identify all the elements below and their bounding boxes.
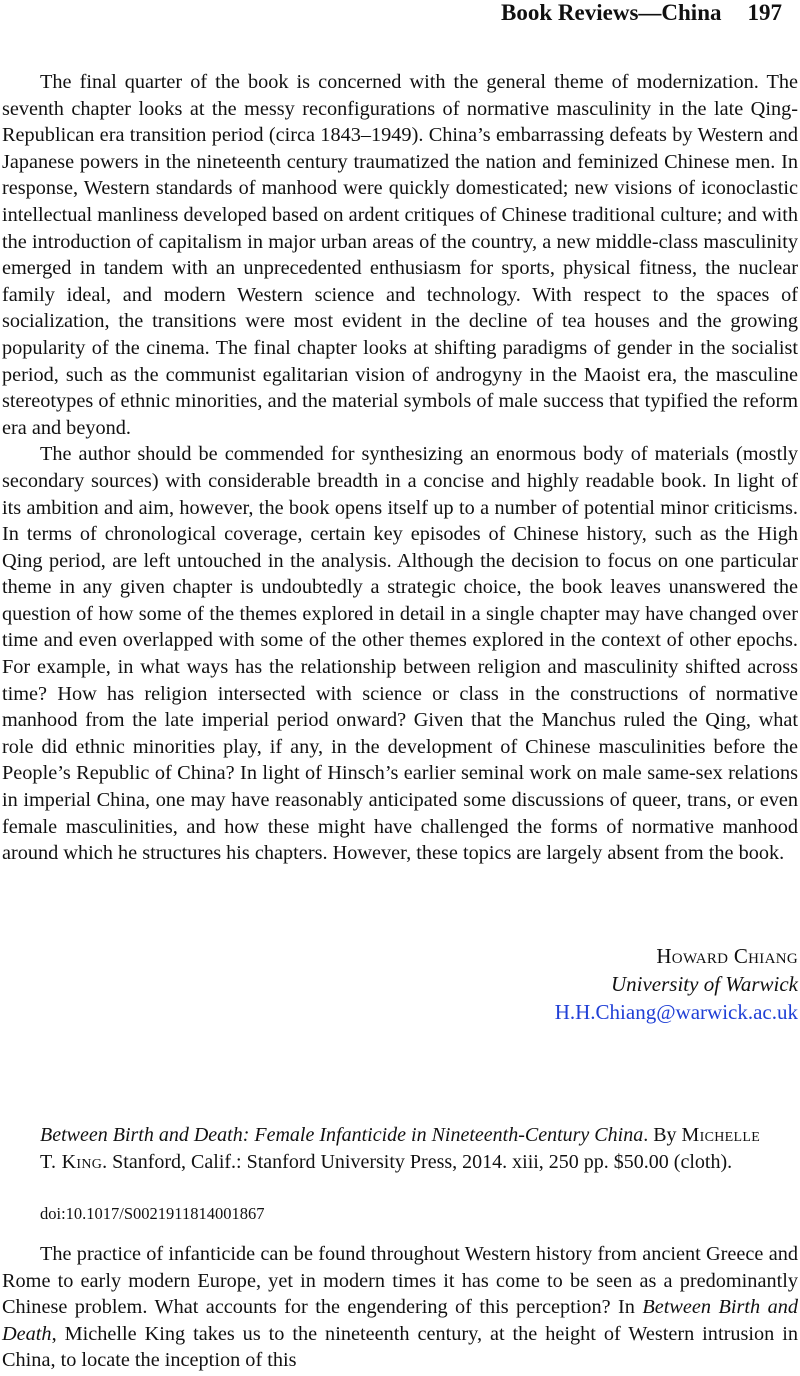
- running-head: [501, 0, 782, 26]
- running-head-title: Book Reviews—China: [501, 0, 722, 25]
- reviewer-name: Howard Chiang: [656, 944, 798, 968]
- review-paragraph-2: The author should be commended for synthesizing an enormous body of materials (mostly secondary sources) with considerable breadth in a concise and highly readable book. In light of its ambition and aim, however, the book opens itself up to a number of potential minor criticisms. In terms of chronological coverage, certain key episodes of Chinese history, such as the High Qing period, are left untouched in the analysis. Although the decision to focus on one particular theme in any given chapter is undoubtedly a strategic choice, the book leaves unanswered the question of how some of the themes explored in detail in a single chapter may have changed over time and even overlapped with some of the other themes explored in the context of other epochs. For example, in what ways has the relationship between religion and masculinity shifted across time? How has religion intersected with science or class in the constructions of normative manhood from the late imperial period onward? Given that the Manchus ruled the Qing, what role did ethnic minorities play, if any, in the development of Chinese masculinities before the People’s Republic of China? In light of Hinsch’s earlier seminal work on male same-sex relations in imperial China, one may have reasonably anticipated some discussions of queer, trans, or even female masculinities, and how these might have challenged the forms of normative manhood around which he structures his chapters. However, these topics are largely absent from the book.: [2, 443, 798, 865]
- book-citation: [40, 1122, 775, 1176]
- review2-paragraph-1: [2, 1241, 798, 1374]
- review2-para-start: The practice of infanticide can be found throughout Western history from ancient Greece and Rome to early modern Europe, yet in modern times it has come to be seen as a predominantly Chinese problem. What accounts for the engendering of this perception? In: [2, 1243, 798, 1319]
- review2-para-end: , Michelle King takes us to the nineteenth century, at the height of Western intrusion in China, to locate the inception of this: [2, 1322, 798, 1372]
- book-author: Michelle T. King: [40, 1124, 761, 1173]
- doi: doi:10.1017/S0021911814001867: [40, 1204, 265, 1223]
- book-title: Between Birth and Death: Female Infanticide in Nineteenth-Century China: [40, 1124, 644, 1146]
- book-publication: . Stanford, Calif.: Stanford University Press, 2014. xiii, 250 pp. $50.00 (cloth).: [102, 1151, 733, 1173]
- review2-body: [2, 1241, 798, 1374]
- review-body: [2, 69, 798, 867]
- reviewer-affiliation: University of Warwick: [610, 972, 798, 996]
- reviewer-email-link[interactable]: H.H.Chiang@warwick.ac.uk: [554, 1000, 798, 1024]
- review2-para-title: Between Birth and Death: [2, 1296, 798, 1345]
- reviewer-signature: [555, 942, 798, 1026]
- review-paragraph-1: The final quarter of the book is concerned with the general theme of modernization. The seventh chapter looks at the messy reconfigurations of normative masculinity in the late Qing-Republican era transition period (circa 1843–1949). China’s embarrassing defeats by Western and Japanese powers in the nineteenth century traumatized the nation and feminized Chinese men. In response, Western standards of manhood were quickly domesticated; new visions of iconoclastic intellectual manliness developed based on ardent critiques of Chinese traditional culture; and with the introduction of capitalism in major urban areas of the country, a new middle-class masculinity emerged in tandem with an unprecedented enthusiasm for sports, physical fitness, the nuclear family ideal, and modern Western science and technology. With respect to the spaces of socialization, the transitions were most evident in the decline of tea houses and the growing popularity of the cinema. The final chapter looks at shifting paradigms of gender in the socialist period, such as the communist egalitarian vision of androgyny in the Maoist era, the masculine stereotypes of ethnic minorities, and the material symbols of male success that typified the reform era and beyond.: [2, 71, 798, 439]
- citation-by: . By: [643, 1124, 677, 1146]
- page-number: 197: [747, 0, 782, 25]
